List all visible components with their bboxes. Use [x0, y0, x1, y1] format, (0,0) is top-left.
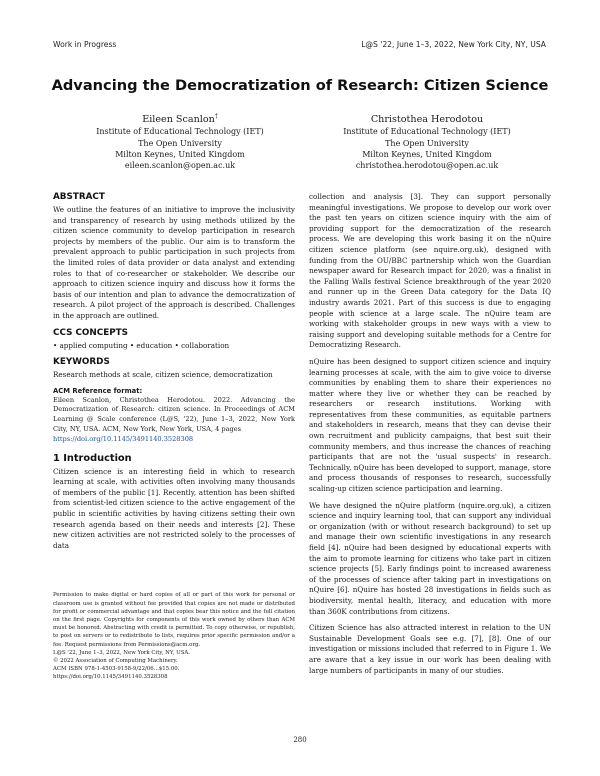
author-name: Eileen Scanlon†: [142, 113, 218, 126]
author-email[interactable]: eileen.scanlon@open.ac.uk: [124, 161, 236, 171]
abstract-heading: ABSTRACT: [53, 192, 105, 202]
ccs-text: • applied computing • education • collaboration: [53, 340, 230, 350]
running-header-right: L@S '22, June 1–3, 2022, New York City, NY, USA: [361, 40, 546, 49]
introduction-text: Citizen science is an interesting field in which to research learning at scale, with activities often involving many thousands of members of the public [1]. Recently, attention has been shifted from scientist-led citizen science to the active engagement of the public in scientific activities by having citizens setting their own research agenda based on their needs and interests [2]. These new citizen activities are not restricted solely to the processes of data: [53, 466, 295, 550]
author-mark: †: [214, 113, 218, 120]
page-number: 280: [293, 736, 307, 744]
keywords-text: Research methods at scale, citizen science, democratization: [53, 370, 273, 380]
author-institute: Institute of Educational Technology (IET): [96, 127, 264, 137]
permission-copyright: © 2022 Association of Computing Machinery.: [53, 658, 178, 665]
left-column: [53, 192, 295, 682]
author-city: Milton Keynes, United Kingdom: [362, 150, 492, 159]
reference-format-text: Eileen Scanlon, Christothea Herodotou. 2022. Advancing the Democratization of Research: citizen science. In Proceedings of ACM Learning @ Scale conference (L@S, '22), June 1–3, 2022, New York City, NY, USA. ACM, New York, New York, USA, 4 pages: [53, 395, 295, 433]
keywords-heading: KEYWORDS: [53, 357, 110, 368]
permission-venue: L@S '22, June 1–3, 2022, New York City, NY, USA.: [53, 649, 191, 656]
author-email[interactable]: christothea.herodotou@open.ac.uk: [355, 161, 499, 171]
reference-format-heading: ACM Reference format:: [53, 386, 143, 395]
body-paragraph: Citizen Science has also attracted interest in relation to the UN Sustainable Development Goals see e.g. [7], [8]. One of our investigation or missions included that referred to in Figure 1. We are aware that a key issue in our work has been dealing with large numbers of participants in many of our studies.: [309, 623, 551, 675]
author-city: Milton Keynes, United Kingdom: [115, 150, 245, 159]
permission-text: Permission to make digital or hard copies of all or part of this work for personal or classroom use is granted without fee provided that copies are not made or distributed for profit or commercial advantage and that copies bear this notice and the full citation on the first page. Copyrights for components of this work owned by others than ACM must be honored. Abstracting with credit is permitted. To copy otherwise, or republish, to post on servers or to redistribute to lists, requires prior specific permission and/or a fee. Request permissions from Permissions@acm.org.: [53, 592, 295, 648]
author-university: The Open University: [385, 138, 469, 148]
ccs-heading: CCS CONCEPTS: [53, 327, 129, 338]
permission-isbn: ACM ISBN 978-1-4503-9158-9/22/06...$15.00.: [53, 666, 180, 673]
author-university: The Open University: [138, 138, 222, 148]
author-institute: Institute of Educational Technology (IET): [343, 127, 511, 137]
body-paragraph: nQuire has been designed to support citizen science and inquiry learning processes at scale, with the aim to give voice to diverse communities by enabling them to share their experiences no matter where they live or whether they can be reached by researchers or research institutions. Working with representatives from these communities, as equitable partners and stakeholders in research, means that they can devise their own recruitment and publicity campaigns, that best suit their community members, and thus increase the chances of reaching participants that are not the 'usual suspects' in research. Technically, nQuire has been developed to support, manage, store and process thousands of responses to research, successfully scaling-up citizen science participation and learning.: [309, 356, 551, 494]
permission-doi[interactable]: https://doi.org/10.1145/3491140.3528308: [53, 674, 168, 681]
abstract-text: We outline the features of an initiative to improve the inclusivity and transparency of research by using methods utilized by the citizen science community to develop participation in research projects by members of the public. Our aim is to transform the prevalent approach to public participation in such projects from the limited roles of data provider or data analyst and extending roles to that of co-researcher or stakeholder. We describe our approach to citizen science inquiry and discuss how it forms the basis of our intention and plan to advance the democratization of research. A pilot project of the approach is described. Challenges in the approach are outlined.: [53, 205, 295, 320]
author-block: [50, 110, 310, 172]
paper-title: Advancing the Democratization of Research: Citizen Science: [51, 77, 549, 94]
right-column: [309, 192, 551, 682]
reference-doi-link[interactable]: https://doi.org/10.1145/3491140.3528308: [53, 435, 194, 444]
author-name: Christothea Herodotou: [370, 114, 484, 126]
author-block: [297, 110, 557, 172]
introduction-heading: 1 Introduction: [53, 452, 132, 464]
body-paragraph: collection and analysis [3]. They can support personally meaningful investigations. We propose to develop our work over the past ten years on citizen science inquiry with the aim of providing support for the democratization of the research process. We are developing this work basing it on the nQuire citizen science platform (see nquire.org.uk), designed with funding from the OU/BBC partnership which won the Guardian newspaper award for Research impact for 2020, was a finalist in the Falling Walls festival Science breakthrough of the year 2020 and runner up in the Green Data category for the Data IQ industry awards 2021. Part of this success is due to engaging people with science at a large scale. The nQuire team are working with stakeholder groups in new ways with a view to raising support and developing suitable methods for a Centre for Democratizing Research.: [309, 192, 551, 350]
permission-block: [53, 591, 295, 681]
body-paragraph: We have designed the nQuire platform (nquire.org.uk), a citizen science and inquiry learning tool, that can support any individual or organization (with or without research background) to set up and manage their own scientific investigations in any research field [4]. nQuire had been designed by educational experts with the aim to promote learning for citizens who take part in citizen science projects [5]. Early findings point to increased awareness of the processes of science after taking part in investigations on nQuire [6]. nQuire has hosted 28 investigations in fields such as biodiversity, mental health, literacy, and education with more than 360K contributions from citizens.: [309, 500, 551, 616]
running-header-left: Work in Progress: [53, 40, 117, 49]
